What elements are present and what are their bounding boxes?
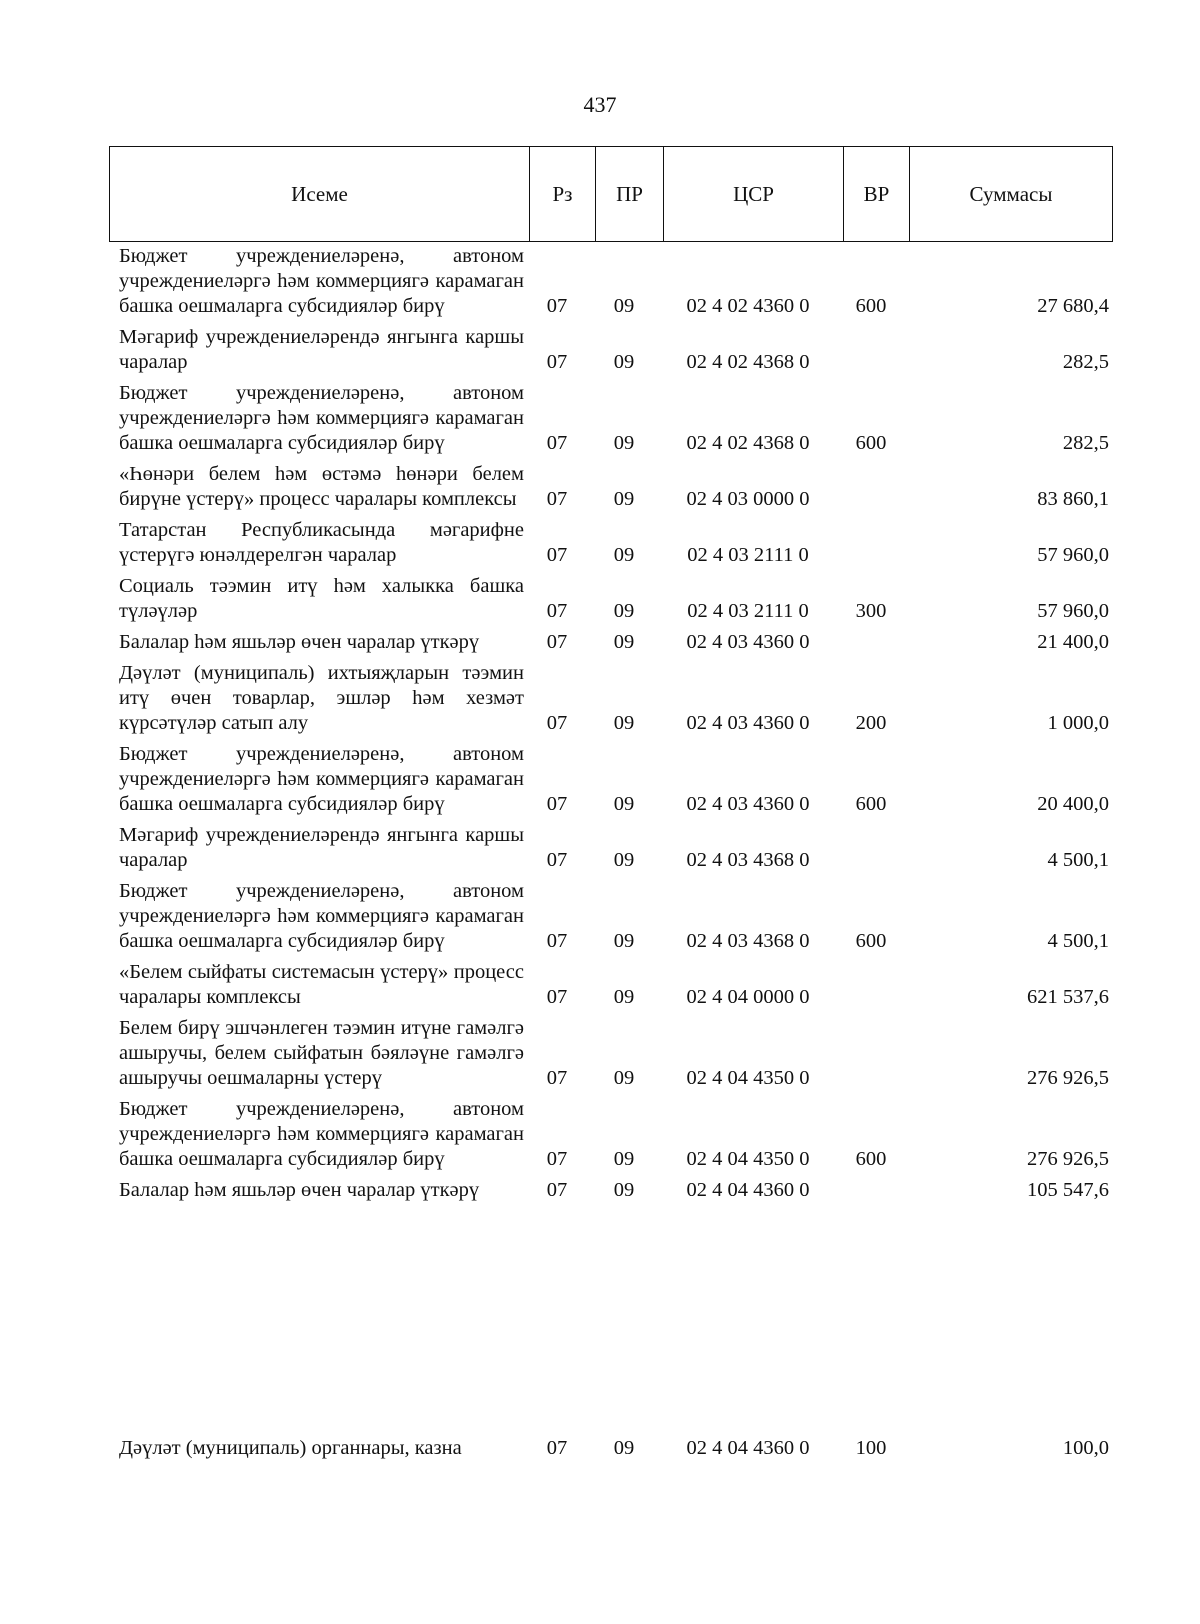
row-rz: 07: [546, 488, 568, 510]
row-vr: 600: [855, 793, 887, 815]
row-name: Бюджет учреждениеләренә, автоном учреждениеләргә һәм коммерциягә карамаган башка оешмаларга субсидияләр бирү: [119, 743, 524, 815]
header-csr: ЦСР: [664, 147, 844, 241]
row-csr: 02 4 03 4360 0: [686, 712, 810, 734]
row-sum: 276 926,5: [1027, 1067, 1109, 1089]
row-rz: 07: [546, 1179, 568, 1201]
row-csr: 02 4 04 4360 0: [686, 1179, 810, 1201]
table-row: [119, 879, 1109, 954]
row-sum: 1 000,0: [1047, 712, 1109, 734]
row-csr: 02 4 03 2111 0: [687, 544, 809, 566]
table-row: [119, 661, 1109, 736]
row-pr: 09: [613, 849, 635, 871]
row-rz: 07: [546, 600, 568, 622]
table-row: [119, 1178, 1109, 1203]
row-name: Балалар һәм яшьләр өчен чаралар үткәрү: [119, 631, 480, 653]
table-header: [109, 146, 1113, 242]
row-vr: 600: [855, 432, 887, 454]
row-pr: 09: [613, 986, 635, 1008]
row-name: Белем бирү эшчәнлеген тәэмин итүне гамәлгә ашыручы, белем сыйфатын бәяләүне гамәлгә ашыручы оешмаларны үстерү: [119, 1017, 524, 1089]
row-name: Бюджет учреждениеләренә, автоном учреждениеләргә һәм коммерциягә карамаган башка оешмаларга субсидияләр бирү: [119, 382, 524, 454]
row-vr: 600: [855, 295, 887, 317]
table-row: [119, 630, 1109, 655]
header-vr: ВР: [844, 147, 910, 241]
row-rz: 07: [546, 793, 568, 815]
row-rz: 07: [546, 544, 568, 566]
row-pr: 09: [613, 544, 635, 566]
row-csr: 02 4 04 4350 0: [686, 1067, 810, 1089]
row-csr: 02 4 02 4368 0: [686, 351, 810, 373]
row-rz: 07: [546, 1437, 568, 1459]
row-sum: 4 500,1: [1047, 849, 1109, 871]
row-pr: 09: [613, 600, 635, 622]
row-csr: 02 4 03 4360 0: [686, 793, 810, 815]
row-csr: 02 4 02 4360 0: [686, 295, 810, 317]
row-csr: 02 4 02 4368 0: [686, 432, 810, 454]
row-sum: 621 537,6: [1027, 986, 1109, 1008]
row-pr: 09: [613, 1148, 635, 1170]
row-rz: 07: [546, 712, 568, 734]
row-sum: 27 680,4: [1037, 295, 1109, 317]
row-name: «Һөнәри белем һәм өстәмә һөнәри белем бирүне үстерү» процесс чаралары комплексы: [119, 463, 524, 510]
row-csr: 02 4 03 0000 0: [686, 488, 810, 510]
row-pr: 09: [613, 712, 635, 734]
row-name: Бюджет учреждениеләренә, автоном учреждениеләргә һәм коммерциягә карамаган башка оешмаларга субсидияләр бирү: [119, 880, 524, 952]
row-name: Дәүләт (муниципаль) ихтыяҗларын тәэмин итү өчен товарлар, эшләр һәм хезмәт күрсәтүләр сатып алу: [119, 662, 524, 734]
row-sum: 4 500,1: [1047, 930, 1109, 952]
row-sum: 100,0: [1062, 1437, 1109, 1459]
table-row: [119, 1016, 1109, 1091]
row-pr: 09: [613, 1067, 635, 1089]
row-pr: 09: [613, 432, 635, 454]
header-rz: Рз: [530, 147, 596, 241]
row-sum: 282,5: [1062, 432, 1109, 454]
row-pr: 09: [613, 631, 635, 653]
table-body: [119, 244, 1109, 1209]
row-csr: 02 4 04 0000 0: [686, 986, 810, 1008]
row-pr: 09: [613, 488, 635, 510]
table-row: [119, 381, 1109, 456]
row-name: Бюджет учреждениеләренә, автоном учреждениеләргә һәм коммерциягә карамаган башка оешмаларга субсидияләр бирү: [119, 1098, 524, 1170]
row-name: Бюджет учреждениеләренә, автоном учреждениеләргә һәм коммерциягә карамаган башка оешмаларга субсидияләр бирү: [119, 245, 524, 317]
row-sum: 20 400,0: [1037, 793, 1109, 815]
row-sum: 83 860,1: [1037, 488, 1109, 510]
table-row: [119, 518, 1109, 568]
page-number: 437: [583, 92, 617, 117]
row-rz: 07: [546, 351, 568, 373]
row-name: Балалар һәм яшьләр өчен чаралар үткәрү: [119, 1179, 480, 1201]
row-rz: 07: [546, 295, 568, 317]
row-pr: 09: [613, 295, 635, 317]
row-pr: 09: [613, 793, 635, 815]
table-row: [119, 325, 1109, 375]
table-row: [119, 574, 1109, 624]
table-row: [119, 244, 1109, 319]
row-vr: 200: [855, 712, 887, 734]
row-vr: 600: [855, 930, 887, 952]
row-pr: 09: [613, 1437, 635, 1459]
table-row: [119, 823, 1109, 873]
row-rz: 07: [546, 1148, 568, 1170]
row-rz: 07: [546, 986, 568, 1008]
row-name: «Белем сыйфаты системасын үстерү» процесс чаралары комплексы: [119, 961, 524, 1008]
row-name: Дәүләт (муниципаль) органнары, казна: [119, 1437, 462, 1459]
header-name: Исеме: [110, 147, 530, 241]
row-csr: 02 4 03 4360 0: [686, 631, 810, 653]
table-row: [119, 960, 1109, 1010]
row-sum: 276 926,5: [1027, 1148, 1109, 1170]
row-name: Татарстан Республикасында мәгарифне үстерүгә юнәлдерелгән чаралар: [119, 519, 524, 566]
row-sum: 57 960,0: [1037, 600, 1109, 622]
row-pr: 09: [613, 351, 635, 373]
row-vr: 600: [855, 1148, 887, 1170]
table-row: [119, 1097, 1109, 1172]
header-sum: Суммасы: [969, 181, 1053, 206]
row-csr: 02 4 03 4368 0: [686, 849, 810, 871]
row-sum: 282,5: [1062, 351, 1109, 373]
row-rz: 07: [546, 631, 568, 653]
row-csr: 02 4 03 4368 0: [686, 930, 810, 952]
row-pr: 09: [613, 930, 635, 952]
row-name: Мәгариф учреждениеләрендә янгынга каршы чаралар: [119, 326, 524, 373]
row-rz: 07: [546, 849, 568, 871]
row-rz: 07: [546, 1067, 568, 1089]
row-rz: 07: [546, 432, 568, 454]
row-csr: 02 4 04 4350 0: [686, 1148, 810, 1170]
table-row: [119, 742, 1109, 817]
row-name: Мәгариф учреждениеләрендә янгынга каршы чаралар: [119, 824, 524, 871]
row-sum: 105 547,6: [1027, 1179, 1109, 1201]
row-name: Социаль тәэмин итү һәм халыкка башка түләүләр: [119, 575, 524, 622]
row-pr: 09: [613, 1179, 635, 1201]
table-row: [119, 462, 1109, 512]
header-pr: ПР: [596, 147, 664, 241]
table-row-last: [119, 1436, 1109, 1461]
row-csr: 02 4 03 2111 0: [687, 600, 809, 622]
row-sum: 21 400,0: [1037, 631, 1109, 653]
row-vr: 100: [855, 1437, 887, 1459]
row-rz: 07: [546, 930, 568, 952]
row-vr: 300: [855, 600, 887, 622]
row-sum: 57 960,0: [1037, 544, 1109, 566]
row-csr: 02 4 04 4360 0: [686, 1437, 810, 1459]
